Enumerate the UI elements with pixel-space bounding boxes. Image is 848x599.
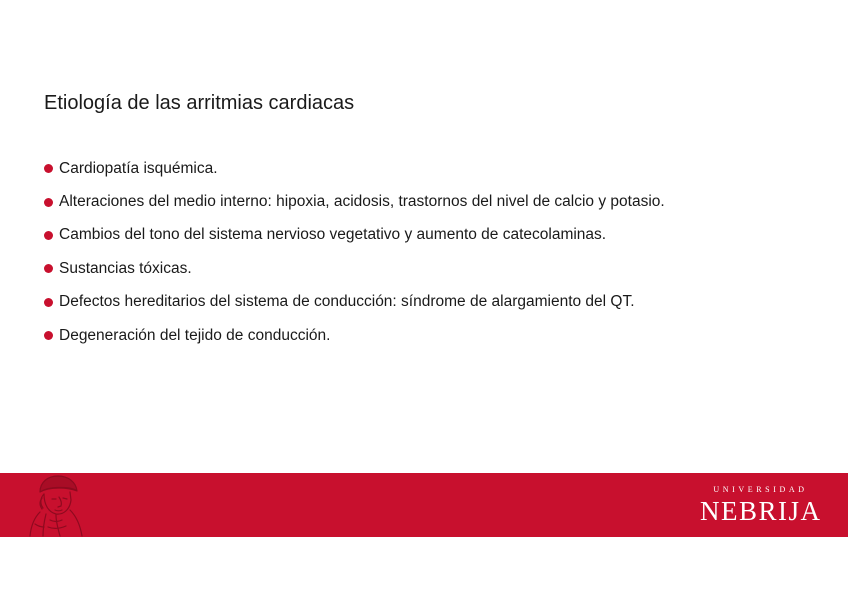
logo-top-text: UNIVERSIDAD	[713, 485, 808, 494]
list-item	[44, 319, 665, 352]
list-item-text: Cambios del tono del sistema nervioso vegetativo y aumento de catecolaminas.	[59, 226, 607, 244]
list-item	[44, 252, 665, 285]
bullet-list	[44, 152, 665, 352]
list-item-text: Cardiopatía isquémica.	[59, 159, 218, 177]
list-item-text: Defectos hereditarios del sistema de conducción: síndrome de alargamiento del QT.	[59, 293, 635, 311]
bullet-dot-icon	[44, 298, 53, 307]
list-item-text: Degeneración del tejido de conducción.	[59, 326, 331, 344]
list-item	[44, 219, 665, 252]
bullet-dot-icon	[44, 231, 53, 240]
list-item	[44, 286, 665, 319]
slide-title: Etiología de las arritmias cardiacas	[44, 92, 355, 114]
list-item	[44, 185, 665, 218]
list-item-text: Alteraciones del medio interno: hipoxia, acidosis, trastornos del nivel de calcio y potasio.	[59, 193, 665, 211]
bullet-dot-icon	[44, 331, 53, 340]
list-item-text: Sustancias tóxicas.	[59, 259, 192, 277]
nebrija-portrait-icon	[26, 472, 88, 538]
bullet-dot-icon	[44, 264, 53, 273]
logo-main-text: NEBRIJA	[700, 496, 822, 526]
bullet-dot-icon	[44, 198, 53, 207]
university-logo	[700, 484, 822, 526]
list-item	[44, 152, 665, 185]
bullet-dot-icon	[44, 164, 53, 173]
